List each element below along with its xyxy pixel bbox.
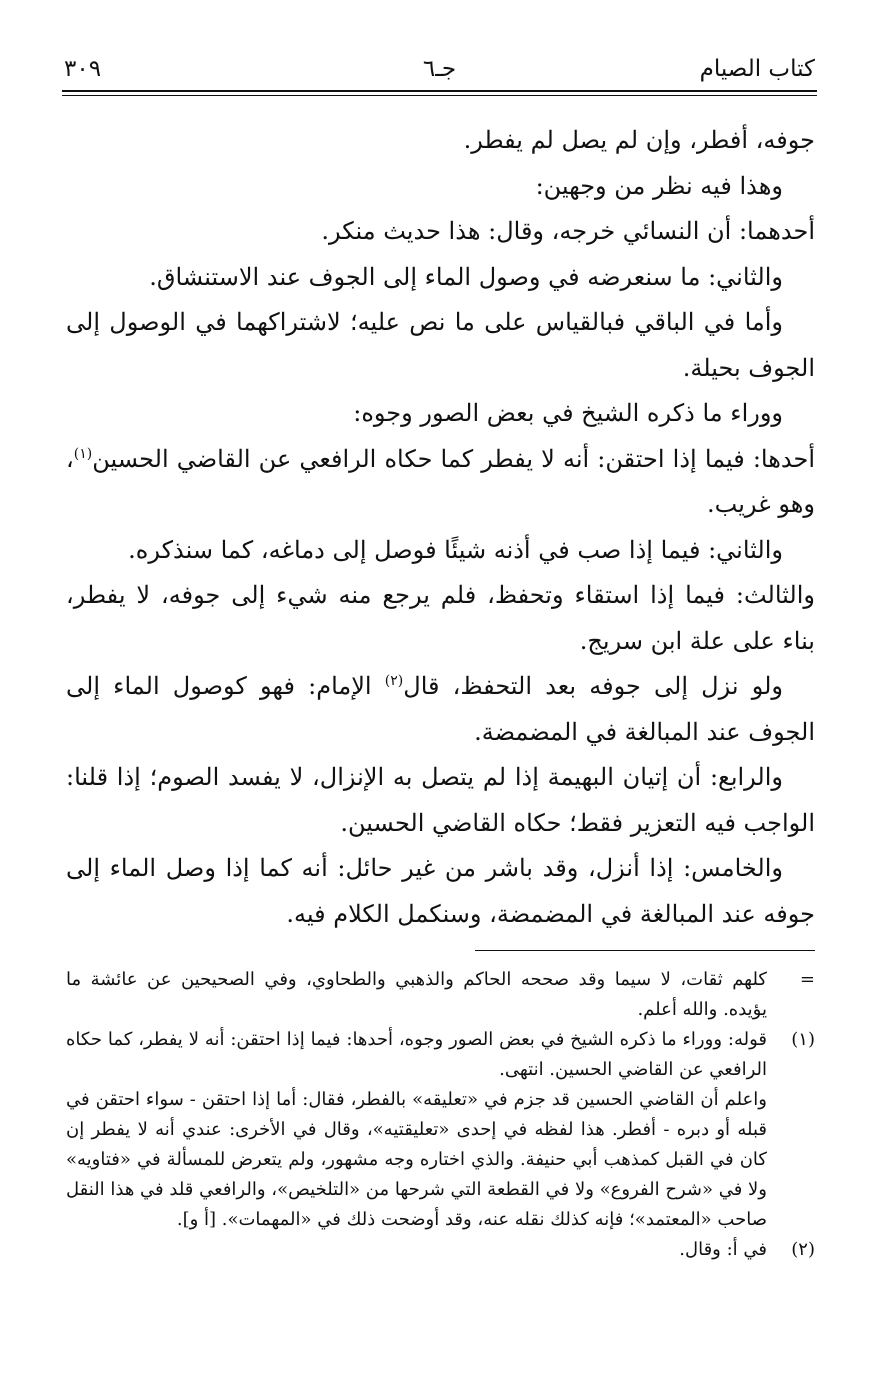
paragraph: ووراء ما ذكره الشيخ في بعض الصور وجوه: xyxy=(353,399,783,427)
paragraph: والثاني: فيما إذا صب في أذنه شيئًا فوصل إلى دماغه، كما سنذكره. xyxy=(128,535,783,564)
header-rule xyxy=(62,90,817,96)
main-text xyxy=(66,118,815,937)
footnote-text: كلهم ثقات، لا سيما وقد صححه الحاكم والذهبي والطحاوي، وفي الصحيحين عن عائشة ما يؤيده. والله أعلم. xyxy=(66,969,767,1020)
volume-number: جـ٦ xyxy=(422,56,457,82)
paragraph: وأما في الباقي فبالقياس على ما نص عليه؛ لاشتراكهما في الوصول إلى الجوف بحيلة. xyxy=(66,308,815,382)
paragraph: أحدهما: أن النسائي خرجه، وقال: هذا حديث منكر. xyxy=(321,217,815,245)
paragraph: وهذا فيه نظر من وجهين: xyxy=(535,171,783,200)
footnote-text: قوله: ووراء ما ذكره الشيخ في بعض الصور وجوه، أحدها: فيما إذا احتقن: أنه لا يفطر، كما حكاه الرافعي عن القاضي الحسين. انتهى. xyxy=(66,1029,767,1080)
paragraph: ولو نزل إلى جوفه بعد التحفظ، قال$^{(٢)}$ الإمام: فهو كوصول الماء إلى الجوف عند المبالغة في المضمضة. xyxy=(66,672,815,746)
footnote xyxy=(66,1025,815,1235)
footnotes xyxy=(66,965,815,1265)
running-header xyxy=(64,52,815,86)
paragraph: والثاني: ما سنعرضه في وصول الماء إلى الجوف عند الاستنشاق. xyxy=(149,262,783,291)
footnote xyxy=(66,1235,815,1265)
footnote-text: في أ: وقال. xyxy=(679,1239,767,1260)
footnote-text: واعلم أن القاضي الحسين قد جزم في «تعليقه» بالفطر، فقال: أما إذا احتقن - سواء احتقن في قبله أو دبره - أفطر. هذا لفظه في إحدى «تعليقتيه»، وقال في الأخرى: عندي أنه لا يفطر إن كان في القبل كمذهب أبي حنيفة. والذي اختاره وجه مشهور، ولم يتعرض للمسألة في «فتاويه» ولا في «شرح الفروع» ولا في القطعة التي شرحها من «التلخيص»، والرافعي قلد في هذا النقل صاحب «المعتمد»؛ فإنه كذلك نقله عنه، وقد أوضحت ذلك في «المهمات». [أ و]. xyxy=(66,1089,767,1230)
footnote-mark: (٢) xyxy=(791,1239,815,1260)
footnote-separator xyxy=(475,950,815,951)
footnote-mark: = xyxy=(799,969,815,990)
page-number: ٣٠٩ xyxy=(64,56,102,82)
paragraph: جوفه، أفطر، وإن لم يصل لم يفطر. xyxy=(463,126,815,154)
paragraph: والثالث: فيما إذا استقاء وتحفظ، فلم يرجع منه شيء إلى جوفه، لا يفطر، بناء على علة ابن سريج. xyxy=(66,581,815,655)
footnote-mark: (١) xyxy=(791,1029,815,1050)
footnote xyxy=(66,965,815,1025)
paragraph: والخامس: إذا أنزل، وقد باشر من غير حائل: أنه كما إذا وصل الماء إلى جوفه عند المبالغة في المضمضة، وسنكمل الكلام فيه. xyxy=(66,854,815,928)
footnote-ref[interactable]: (١) xyxy=(73,445,93,462)
footnote-ref[interactable]: (٢) xyxy=(384,673,404,689)
book-title: كتاب الصيام xyxy=(699,56,815,82)
paragraph: والرابع: أن إتيان البهيمة إذا لم يتصل به الإنزال، لا يفسد الصوم؛ إذا قلنا: الواجب فيه التعزير فقط؛ حكاه القاضي الحسين. xyxy=(66,763,815,837)
paragraph: أحدها: فيما إذا احتقن: أنه لا يفطر كما حكاه الرافعي عن القاضي الحسين$^{(١)}$، وهو غريب. xyxy=(66,444,815,518)
